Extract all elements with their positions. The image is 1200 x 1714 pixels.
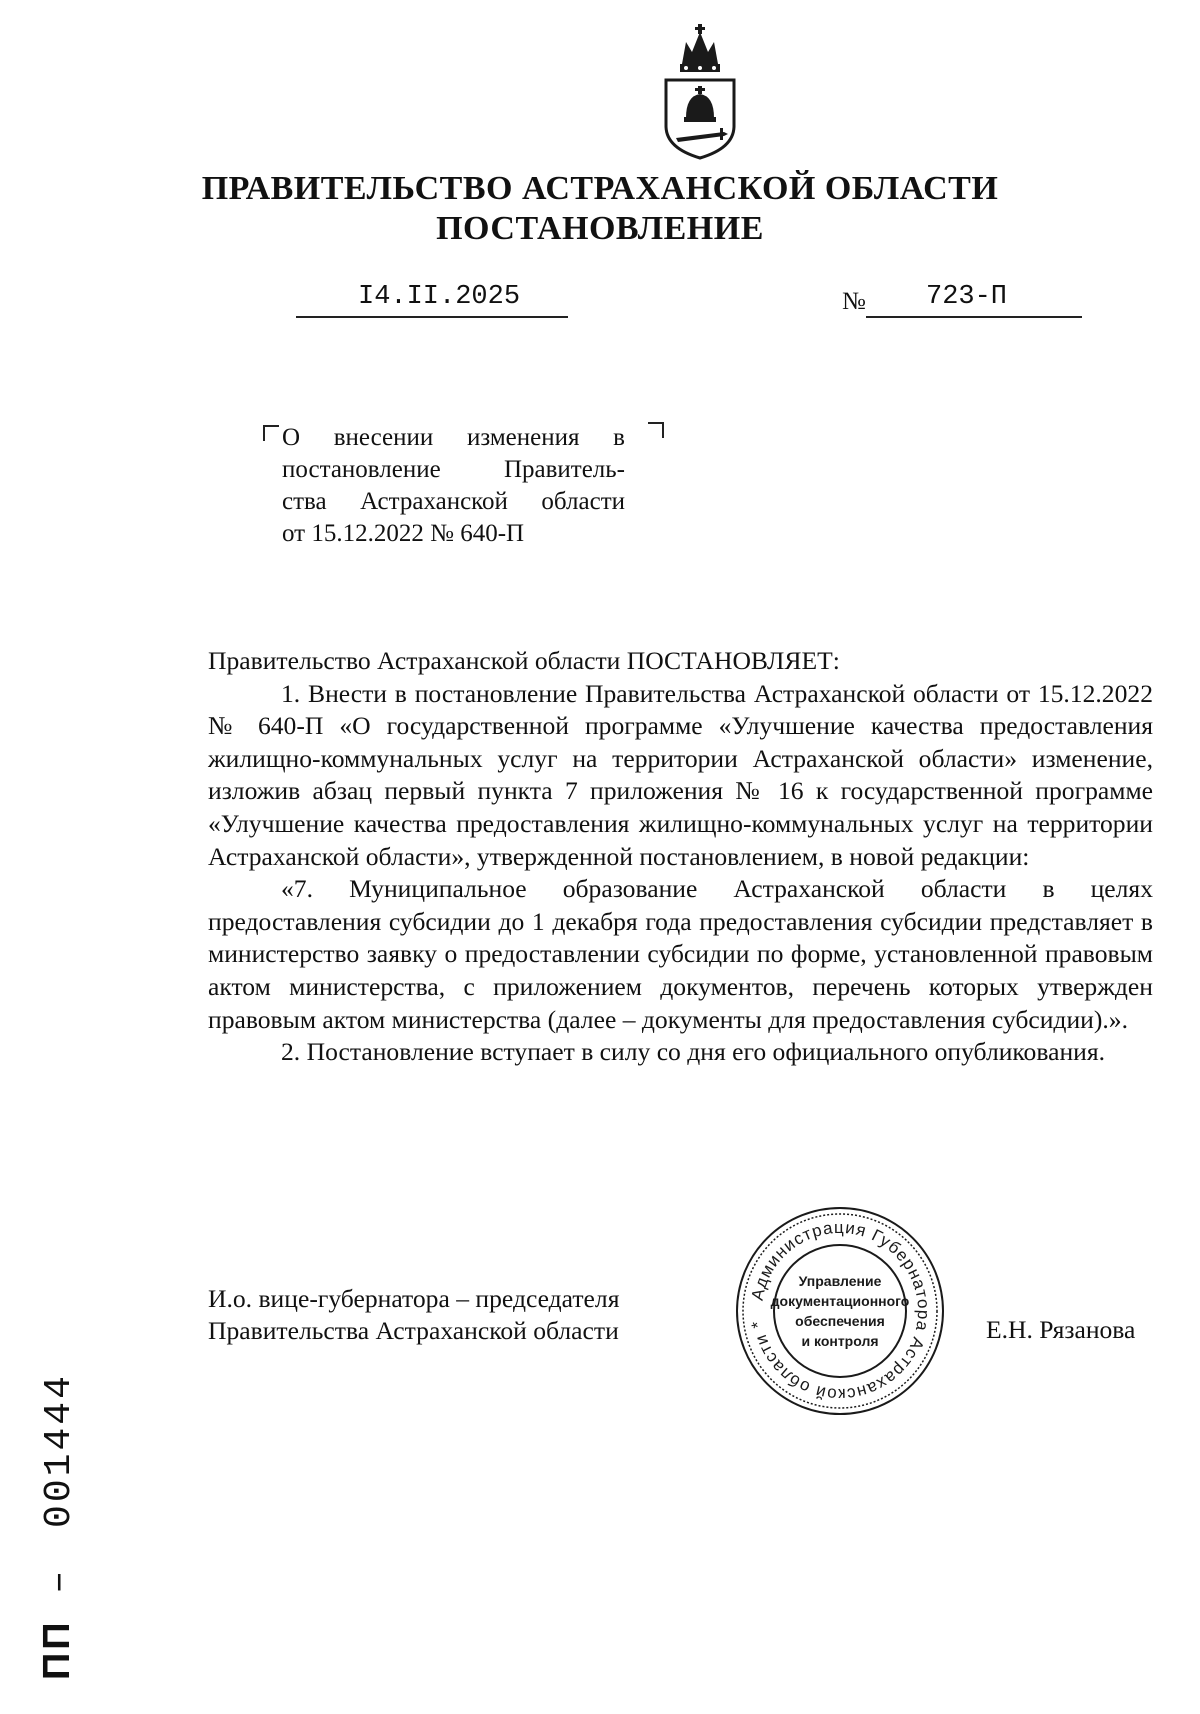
stamp-center-line: обеспечения [795,1313,885,1329]
signatory-position-line: И.о. вице-губернатора – председателя [208,1284,620,1313]
signatory-position-line: Правительства Астраханской области [208,1316,619,1345]
body-quote: «7. Муниципальное образование Астраханской области в целях предоставления субсидии до 1 декабря года предоставления субсидии представляет в министерство заявку о предоставлении субсидии по форме, установленной правовым актом министерства, с приложением документов, перечень которых утвержден правовым актом министерства (далее – документы для предоставления субсидии).». [208,874,1153,1034]
stamp-ring-text: Администрация Губернатора Астраханской области * [747,1217,934,1405]
authority-title: ПРАВИТЕЛЬСТВО АСТРАХАНСКОЙ ОБЛАСТИ [201,170,999,207]
signatory-position [208,1283,619,1347]
document-type-title: ПОСТАНОВЛЕНИЕ [436,210,764,247]
number-sign: № [842,288,866,315]
document-number: 723-П [926,282,1008,312]
date-line [296,284,568,318]
body-intro: Правительство Астраханской области ПОСТАНОВЛЯЕТ: [208,646,840,675]
stamp-center-line: Управление [798,1273,882,1289]
number-line [866,284,1082,318]
side-mark-dash: – [38,1567,81,1594]
body-item-2: 2. Постановление вступает в силу со дня его официального опубликования. [281,1037,1106,1067]
official-stamp [735,1206,945,1416]
subject-corner-left [263,425,279,441]
body-item-1: 1. Внести в постановление Правительства Астраханской области от 15.12.2022 № 640-П «О государственной программе «Улучшение качества предоставления жилищно-коммунальных услуг на территории Астраханской области» изменение, изложив абзац первый пункта 7 приложения № 16 к государственной программе «Улучшение качества предоставления жилищно-коммунальных услуг на территории Астраханской области», утвержденной постановлением, в новой редакции: [208,678,1153,871]
subject-line: ства Астраханской области [282,488,625,515]
subject-corner-right [648,422,664,438]
document-date: I4.II.2025 [358,282,521,312]
subject-line: О внесении изменения в [282,424,625,451]
signatory-name: Е.Н. Рязанова [986,1315,1136,1344]
side-registration-mark [36,1373,84,1680]
side-mark-number: 001444 [38,1373,81,1528]
side-mark-prefix: ПП [36,1619,78,1680]
subject-line: от 15.12.2022 № 640-П [282,520,525,547]
subject-line: постановление Правитель- [282,456,625,483]
coat-of-arms-emblem [654,22,746,162]
stamp-center-line: документационного [770,1293,910,1309]
document-body [208,645,1153,1069]
document-subject [282,422,625,550]
stamp-center-line: и контроля [801,1333,879,1349]
